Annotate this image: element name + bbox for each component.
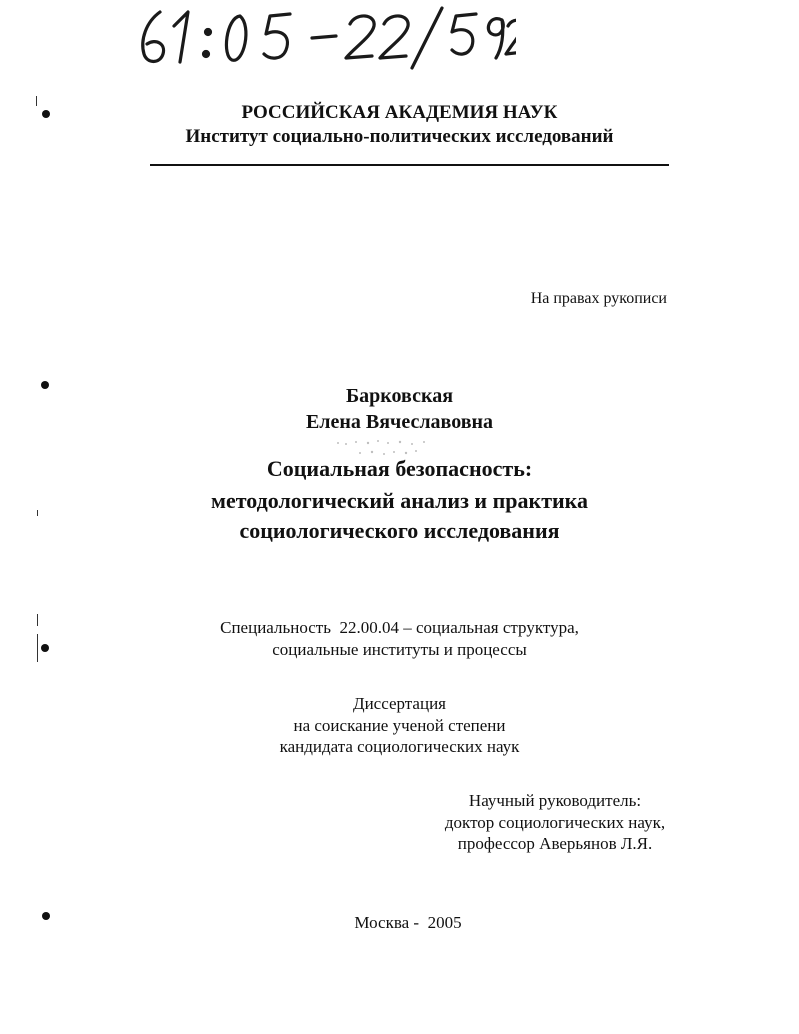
header-divider: [150, 164, 669, 166]
advisor-heading: Научный руководитель:: [468, 791, 642, 810]
specialty-line-2: социальные институты и процессы: [272, 640, 527, 659]
dissertation-title-line-2: методологический анализ и практика: [210, 488, 589, 513]
author-surname: Барковская: [345, 385, 454, 407]
dissertation-title-line-3: социологического исследования: [239, 518, 560, 543]
dissertation-title-line-1: Социальная безопасность:: [266, 456, 533, 481]
specialty-line-1: Специальность 22.00.04 – социальная структура,: [220, 618, 579, 637]
organization-name: РОССИЙСКАЯ АКАДЕМИЯ НАУК: [241, 102, 558, 123]
degree-line-1: Диссертация: [352, 694, 446, 713]
degree-line-3: кандидата социологических наук: [279, 737, 520, 756]
city-year: Москва - 2005: [354, 913, 462, 932]
handwritten-catalog-number: [136, 4, 516, 70]
degree-line-2: на соискание ученой степени: [293, 716, 506, 735]
advisor-degree: доктор социологических наук,: [444, 813, 666, 832]
advisor-name: профессор Аверьянов Л.Я.: [457, 834, 653, 853]
institute-name: Институт социально-политических исследований: [185, 126, 614, 147]
rights-note: На правах рукописи: [530, 290, 667, 307]
author-name: Елена Вячеславовна: [305, 411, 494, 433]
